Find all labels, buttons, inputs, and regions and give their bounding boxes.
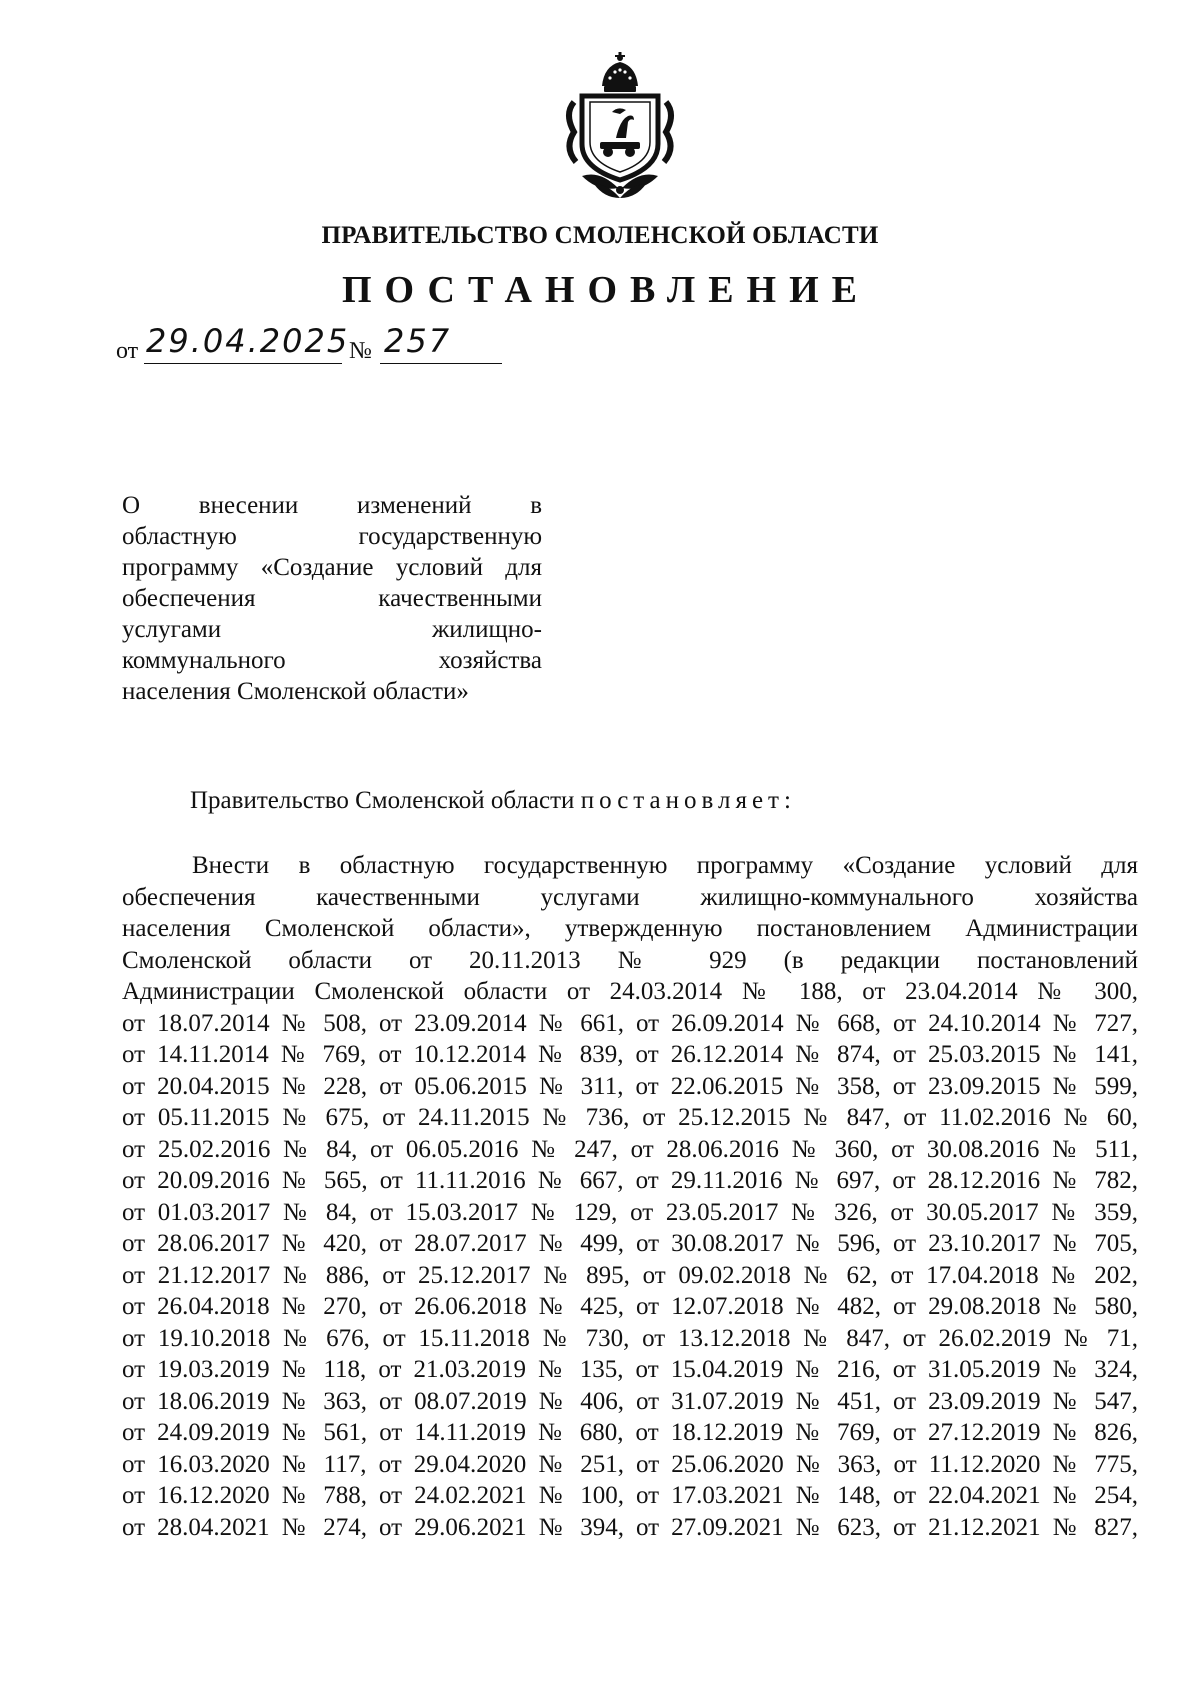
handwritten-number: 257 (384, 322, 452, 360)
subject-line: программу «Создание условий для (122, 554, 542, 581)
body-line: от 25.02.2016 № 84, от 06.05.2016 № 247, от 28.06.2016 № 360, от 30.08.2016 № 511, (122, 1135, 1138, 1163)
date-underline (144, 363, 342, 364)
body-line: от 26.04.2018 № 270, от 26.06.2018 № 425, от 12.07.2018 № 482, от 29.08.2018 № 580, (122, 1293, 1138, 1320)
body-line: от 14.11.2014 № 769, от 10.12.2014 № 839, от 26.12.2014 № 874, от 25.03.2015 № 141, (122, 1041, 1138, 1068)
body-line: от 28.06.2017 № 420, от 28.07.2017 № 499, от 30.08.2017 № 596, от 23.10.2017 № 705, (122, 1230, 1138, 1257)
subject-line: областную государственную (122, 523, 542, 550)
body-line: от 19.10.2018 № 676, от 15.11.2018 № 730, от 13.12.2018 № 847, от 26.02.2019 № 71, (122, 1324, 1138, 1352)
body-line: от 24.09.2019 № 561, от 14.11.2019 № 680, от 18.12.2019 № 769, от 27.12.2019 № 826, (122, 1419, 1138, 1446)
body-line: от 20.04.2015 № 228, от 05.06.2015 № 311, от 22.06.2015 № 358, от 23.09.2015 № 599, (122, 1072, 1138, 1100)
number-underline (380, 363, 502, 364)
subject-line: коммунального хозяйства (122, 647, 542, 674)
organization-title: ПРАВИТЕЛЬСТВО СМОЛЕНСКОЙ ОБЛАСТИ (321, 222, 879, 249)
body-line: от 16.12.2020 № 788, от 24.02.2021 № 100, от 17.03.2021 № 148, от 22.04.2021 № 254, (122, 1482, 1138, 1509)
decree-statement (190, 787, 796, 815)
document-type-title: ПОСТАНОВЛЕНИЕ (341, 269, 871, 311)
body-line: Администрации Смоленской области от 24.03.2014 № 188, от 23.04.2014 № 300, (122, 978, 1138, 1005)
body-line: от 05.11.2015 № 675, от 24.11.2015 № 736, от 25.12.2015 № 847, от 11.02.2016 № 60, (122, 1104, 1138, 1131)
coat-of-arms-emblem (560, 52, 680, 200)
decree-text: Правительство Смоленской области (190, 787, 575, 814)
body-line: населения Смоленской области», утвержденную постановлением Администрации (122, 915, 1138, 942)
body-line: обеспечения качественными услугами жилищно-коммунального хозяйства (122, 883, 1138, 911)
subject-line: населения Смоленской области» (122, 678, 469, 705)
body-line: от 19.03.2019 № 118, от 21.03.2019 № 135, от 15.04.2019 № 216, от 31.05.2019 № 324, (122, 1356, 1138, 1383)
body-line: от 21.12.2017 № 886, от 25.12.2017 № 895, от 09.02.2018 № 62, от 17.04.2018 № 202, (122, 1261, 1138, 1289)
date-from-label: от (116, 338, 139, 364)
body-line: от 16.03.2020 № 117, от 29.04.2020 № 251, от 25.06.2020 № 363, от 11.12.2020 № 775, (122, 1450, 1138, 1478)
subject-line: услугами жилищно- (122, 616, 542, 643)
decree-spaced-word: постановляет: (580, 787, 796, 814)
body-line: Смоленской области от 20.11.2013 № 929 (в редакции постановлений (122, 946, 1138, 974)
body-line: Внести в областную государственную программу «Создание условий для (192, 852, 1138, 879)
subject-line: О внесении изменений в (122, 492, 542, 519)
body-line: от 20.09.2016 № 565, от 11.11.2016 № 667, от 29.11.2016 № 697, от 28.12.2016 № 782, (122, 1167, 1138, 1194)
body-text (122, 850, 1138, 1543)
handwritten-date: 29.04.2025 (146, 322, 350, 360)
subject-line: обеспечения качественными (122, 585, 542, 612)
body-line: от 28.04.2021 № 274, от 29.06.2021 № 394, от 27.09.2021 № 623, от 21.12.2021 № 827, (122, 1513, 1138, 1541)
number-label: № (349, 338, 372, 364)
subject-block (122, 490, 542, 707)
body-line: от 01.03.2017 № 84, от 15.03.2017 № 129, от 23.05.2017 № 326, от 30.05.2017 № 359, (122, 1198, 1138, 1226)
body-line: от 18.07.2014 № 508, от 23.09.2014 № 661, от 26.09.2014 № 668, от 24.10.2014 № 727, (122, 1009, 1138, 1037)
body-line: от 18.06.2019 № 363, от 08.07.2019 № 406, от 31.07.2019 № 451, от 23.09.2019 № 547, (122, 1387, 1138, 1415)
